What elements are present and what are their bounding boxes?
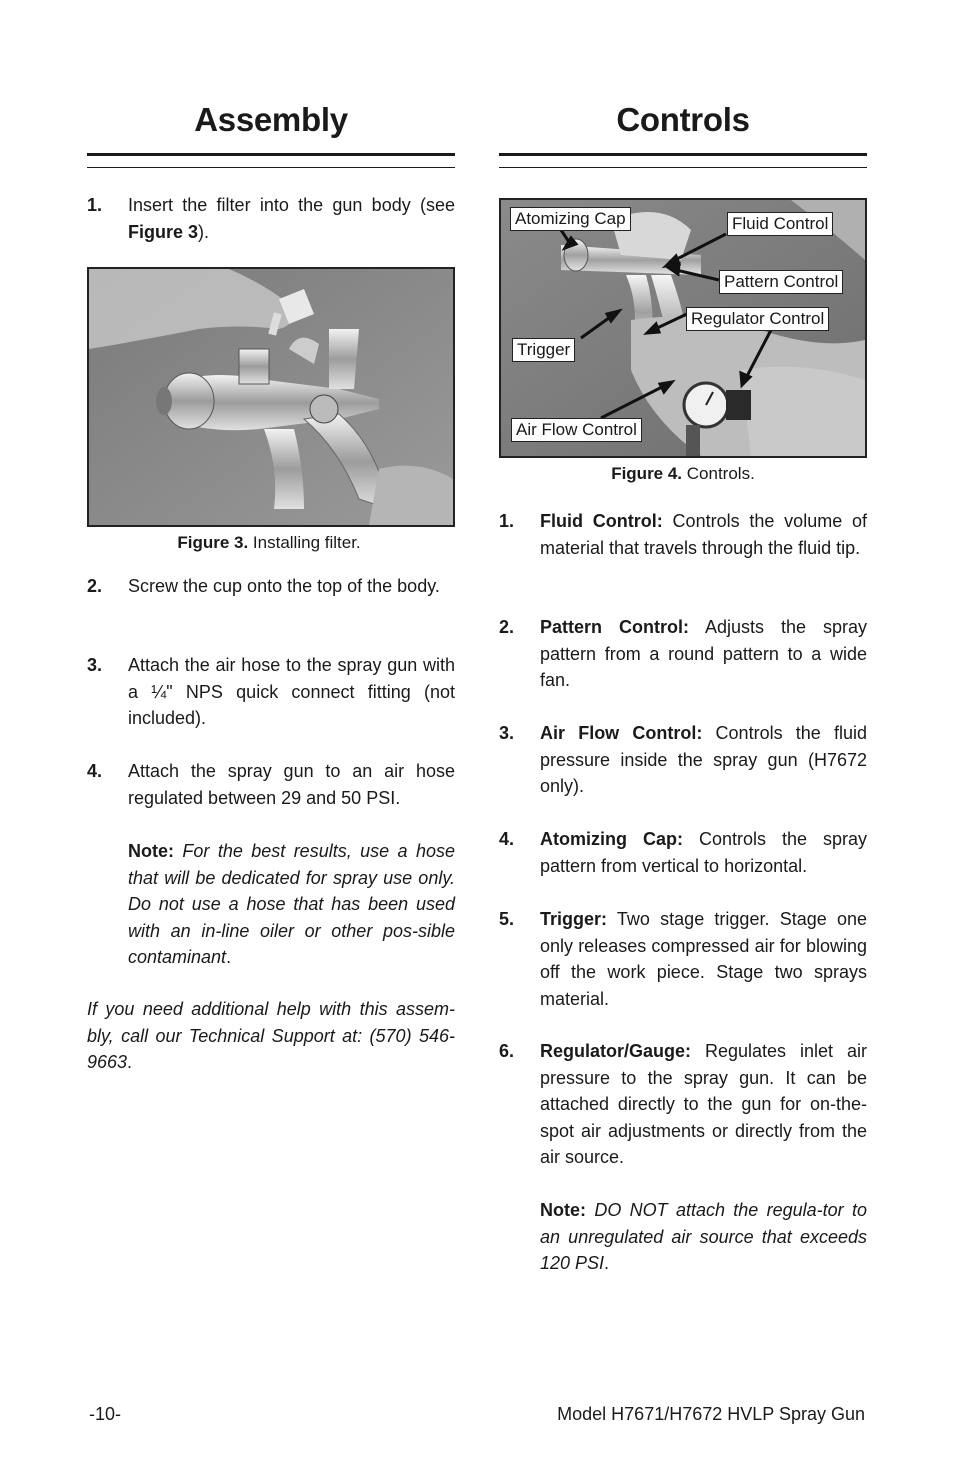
- item-label: Regulator/Gauge:: [540, 1041, 692, 1061]
- controls-heading: Controls: [616, 101, 750, 138]
- step-number: 2.: [87, 576, 103, 596]
- assembly-step-4: 4. Attach the spray gun to an air hose regulated between 29 and 50 PSI.: [87, 758, 455, 811]
- assembly-step-2: 2. Screw the cup onto the top of the body.: [87, 573, 455, 600]
- item-number: 2.: [499, 617, 515, 637]
- controls-item-4: 4. Atomizing Cap: Controls the spray pattern from vertical to horizontal.: [499, 826, 867, 879]
- controls-item-5: 5. Trigger: Two stage trigger. Stage one only releases compressed air for blowing off the work piece. Stage two sprays material.: [499, 906, 867, 1012]
- heading-rule-thin: [87, 167, 455, 168]
- controls-item-1: 1. Fluid Control: Controls the volume of material that travels through the fluid tip.: [499, 508, 867, 561]
- item-number: 4.: [499, 829, 515, 849]
- heading-rule-thin: [499, 167, 867, 168]
- item-label: Trigger:: [540, 909, 608, 929]
- step-number: 4.: [87, 761, 103, 781]
- item-number: 6.: [499, 1041, 515, 1061]
- item-number: 1.: [499, 511, 515, 531]
- spray-gun-filter-illustration: [89, 269, 453, 525]
- assembly-heading: Assembly: [194, 101, 348, 138]
- controls-item-2: 2. Pattern Control: Adjusts the spray pattern from a round pattern to a wide fan.: [499, 614, 867, 694]
- assembly-step-3: 3. Attach the air hose to the spray gun with a ¼" NPS quick connect fitting (not included).: [87, 652, 455, 732]
- note-label: Note:: [540, 1200, 586, 1220]
- item-label: Pattern Control:: [540, 617, 689, 637]
- controls-note: Note: DO NOT attach the regula-tor to an unregulated air source that exceeds 120 PSI.: [540, 1200, 867, 1273]
- label-trigger: Trigger: [512, 338, 575, 362]
- label-regulator-control: Regulator Control: [686, 307, 829, 331]
- label-fluid-control: Fluid Control: [727, 212, 833, 236]
- item-number: 5.: [499, 909, 515, 929]
- item-label: Air Flow Control:: [540, 723, 703, 743]
- note-label: Note:: [128, 841, 174, 861]
- item-number: 3.: [499, 723, 515, 743]
- figure-3-photo: [87, 267, 455, 527]
- help-text: If you need additional help with this assem-bly, call our Technical Support at: (570) 546-9663.: [87, 999, 455, 1072]
- label-atomizing-cap: Atomizing Cap: [510, 207, 631, 231]
- item-label: Atomizing Cap:: [540, 829, 683, 849]
- fraction: ¼: [151, 681, 167, 702]
- heading-rule: [87, 153, 455, 156]
- page-number: -10-: [89, 1404, 122, 1424]
- assembly-step-1: 1. Insert the filter into the gun body (see Figure 3).: [87, 192, 455, 245]
- figure-ref: Figure 3: [128, 221, 199, 242]
- heading-rule: [499, 153, 867, 156]
- item-label: Fluid Control:: [540, 511, 663, 531]
- label-pattern-control: Pattern Control: [719, 270, 843, 294]
- assembly-note: Note: For the best results, use a hose that will be dedicated for spray use only. Do not use a hose that has been used with an in-line oiler or other pos-sible contaminant.: [128, 841, 455, 967]
- footer-model: Model H7671/H7672 HVLP Spray Gun: [557, 1404, 865, 1424]
- step-number: 3.: [87, 655, 103, 675]
- figure-4-caption: Figure 4. Controls.: [611, 464, 755, 483]
- controls-item-6: 6. Regulator/Gauge: Regulates inlet air pressure to the spray gun. It can be attached directly to the gun for on-the-spot air adjustments or directly from the air source.: [499, 1038, 867, 1171]
- figure-4-photo: [499, 198, 867, 458]
- step-number: 1.: [87, 195, 103, 215]
- label-air-flow-control: Air Flow Control: [511, 418, 642, 442]
- controls-item-3: 3. Air Flow Control: Controls the fluid pressure inside the spray gun (H7672 only).: [499, 720, 867, 800]
- figure-3-caption: Figure 3. Installing filter.: [177, 533, 361, 552]
